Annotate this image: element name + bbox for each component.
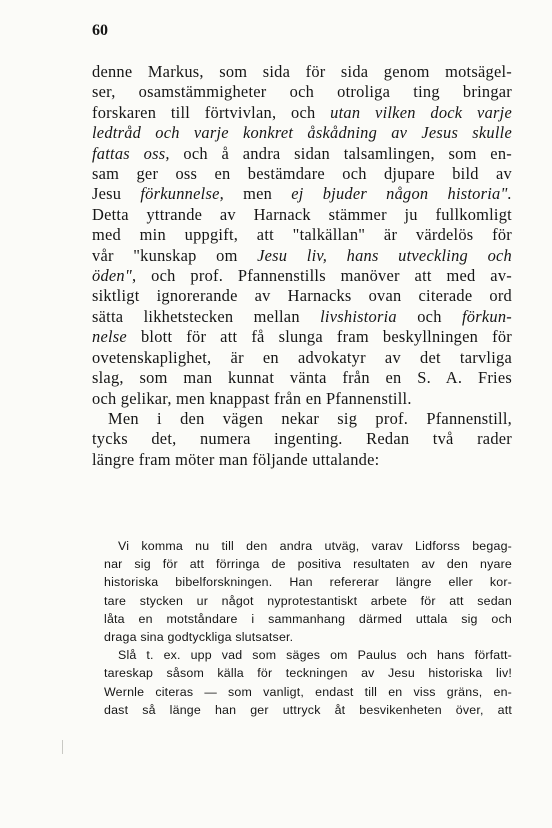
quote-line: draga sina godtyckliga slutsatser. [104, 630, 294, 645]
block-quote [104, 537, 512, 719]
text-line: ledtråd och varje konkret åskådning av Jesus skulle [92, 123, 512, 143]
quote-line: historiska bibelforskningen. Han refererar längre eller kor- [104, 575, 512, 590]
text-line: slag, som man kunnat vänta från en S. A. Fries [92, 368, 512, 388]
quote-line: dast så länge han ger uttryck åt besvikenheten över, att [104, 702, 512, 717]
text-line: forskaren till förtvivlan, och utan vilken dock varje [92, 102, 512, 122]
text-line: Detta yttrande av Harnack stämmer ju fullkomligt [92, 204, 512, 224]
text-line: och gelikar, men knappast från en Pfannenstill. [92, 388, 412, 408]
text-line: sätta likhetstecken mellan livshistoria och förkun- [92, 306, 512, 326]
quote-line: tareskap såsom källa för teckningen av Jesu historiska liv! [104, 666, 512, 681]
text-line: Jesu förkunnelse, men ej bjuder någon historia". [92, 184, 512, 204]
text-line: öden", och prof. Pfannenstills manöver att med av- [92, 266, 512, 286]
text-line: siktligt ignorerande av Harnacks ovan citerade ord [92, 286, 512, 306]
text-line: fattas oss, och å andra sidan talsamlingen, som en- [92, 143, 512, 163]
text-line: denne Markus, som sida för sida genom motsägel- [92, 62, 512, 81]
text-line: nelse blott för att få slunga fram beskyllningen för [92, 327, 512, 347]
text-line: vår "kunskap om Jesu liv, hans utveckling och [92, 245, 512, 265]
main-text [92, 62, 512, 470]
quote-line: tare stycken ur något nyprotestantiskt arbete för att sedan [104, 593, 512, 608]
quote-line: låta en motståndare i sammanhang därmed uttala sig och [104, 611, 512, 626]
page-number: 60 [92, 22, 108, 39]
quote-line: nar sig för att förringa de positiva resultaten av den nyare [104, 557, 512, 572]
margin-mark [62, 740, 63, 754]
text-line: sam ger oss en bestämdare och djupare bild av [92, 164, 512, 184]
text-line: Men i den vägen nekar sig prof. Pfannenstill, [108, 408, 512, 428]
quote-line: Slå t. ex. upp vad som säges om Paulus och hans författ- [118, 648, 512, 663]
quote-line: Vi komma nu till den andra utväg, varav Lidforss begag- [118, 539, 512, 553]
text-line: ovetenskaplighet, är en advokatyr av det tarvliga [92, 347, 512, 367]
text-line: längre fram möter man följande uttalande: [92, 449, 380, 469]
text-line: ser, osamstämmigheter och otroliga ting bringar [92, 82, 512, 102]
text-line: tycks det, numera ingenting. Redan två rader [92, 429, 512, 449]
quote-line: Wernle citeras — som vanligt, endast till en viss gräns, en- [104, 684, 512, 699]
text-line: med min uppgift, att "talkällan" är värdelös för [92, 225, 512, 245]
